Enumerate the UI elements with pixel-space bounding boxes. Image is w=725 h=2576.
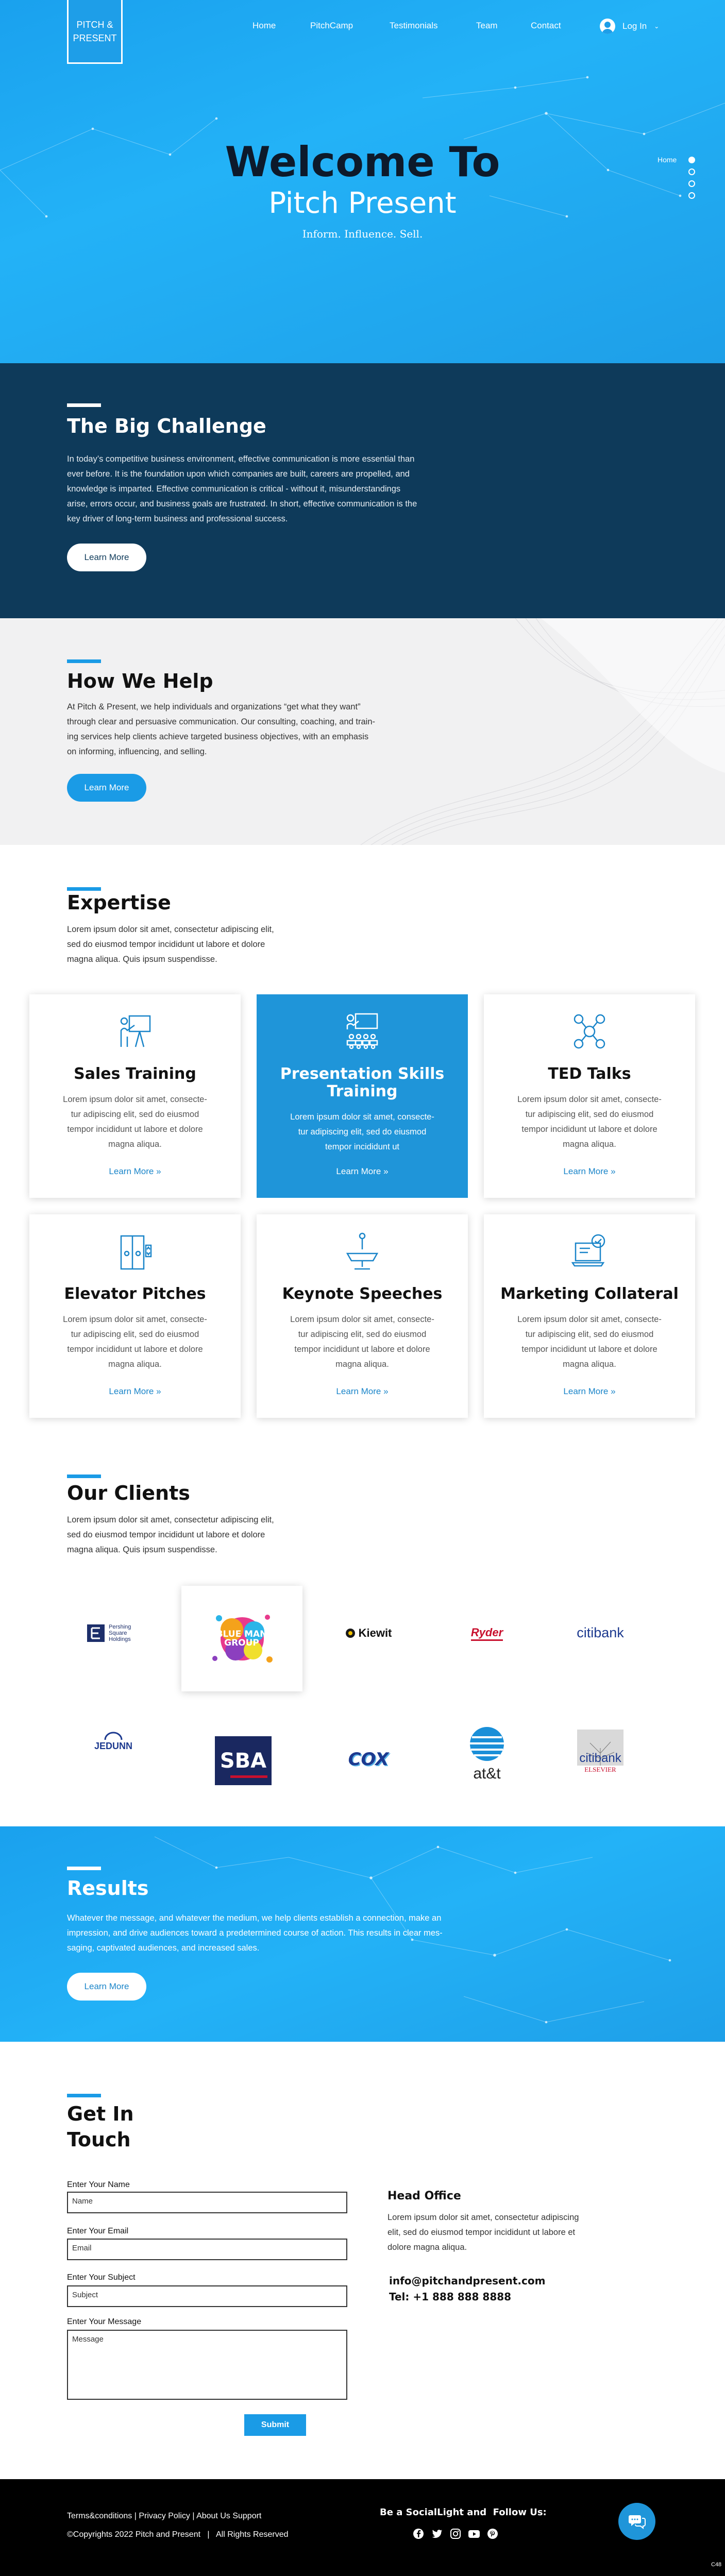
pershing-logo-text: Pershing Square Holdings [109, 1624, 131, 1642]
challenge-title: The Big Challenge [67, 415, 266, 437]
sba-logo-text: SBA [220, 1749, 267, 1773]
chevron-right-icon: » [156, 1166, 161, 1176]
nav-testimonials[interactable]: Testimonials [390, 21, 438, 30]
hero-title: Welcome To [225, 138, 500, 186]
expertise-card-keynote-speeches[interactable] [257, 1214, 468, 1418]
link-label: Learn More [563, 1386, 609, 1396]
expertise-card-ted-talks[interactable] [484, 994, 695, 1198]
pershing-logo [82, 1618, 149, 1649]
contact-title [67, 2101, 134, 2153]
office-title: Head Office [387, 2190, 461, 2202]
expertise-card-sales-training[interactable] [29, 994, 241, 1198]
jedunn-logo-text: JEDUNN [94, 1740, 132, 1751]
card-line: magna aliqua. [335, 1360, 389, 1369]
logo-line-1: PITCH & [76, 19, 113, 30]
expertise-card-elevator-pitches[interactable] [29, 1214, 241, 1418]
login-button[interactable] [600, 19, 659, 34]
results-text [67, 1911, 443, 1956]
card-line: tur adipiscing elit, sed do eiusmod [525, 1110, 654, 1119]
message-textarea[interactable]: Message [67, 2330, 347, 2400]
card-title: Marketing Collateral [500, 1285, 679, 1303]
challenge-line: knowledge is imparted. Effective communication is critical - without it, misunderstandings [67, 484, 401, 494]
card-learn-more-link[interactable] [484, 1386, 695, 1397]
card-line: Lorem ipsum dolor sit amet, consecte- [517, 1095, 662, 1104]
sba-logo [215, 1736, 272, 1785]
contact-email-link[interactable]: info@pitchandpresent.com [389, 2275, 546, 2287]
chevron-right-icon: » [383, 1166, 389, 1176]
chevron-right-icon: » [611, 1166, 616, 1176]
section-nav-label: Home [657, 156, 677, 164]
challenge-line: In today’s competitive business environment, effective communication is more essential than [67, 454, 415, 464]
contact-title-line: Get In [67, 2103, 134, 2125]
podium-icon [344, 1231, 380, 1272]
jedunn-logo [82, 1726, 144, 1757]
card-title: Keynote Speeches [282, 1285, 443, 1303]
expertise-line: Lorem ipsum dolor sit amet, consectetur adipiscing elit, [67, 925, 274, 934]
help-line: At Pitch & Present, we help individuals and organizations “get what they want” [67, 702, 361, 711]
subject-input[interactable]: Subject [67, 2285, 347, 2307]
citibank-elsevier-logo [569, 1726, 631, 1785]
site-footer [0, 2479, 725, 2576]
section-dot-2[interactable] [688, 168, 695, 175]
results-line: saging, captivated audiences, and increased sales. [67, 1943, 260, 1953]
cox-logo-text: COX [348, 1749, 389, 1770]
help-line: on informing, influencing, and selling. [67, 747, 207, 756]
kiewit-logo-text: Kiewit [358, 1626, 392, 1639]
footer-copyright: ©Copyrights 2022 Pitch and Present | All Rights Reserved [67, 2530, 289, 2539]
citibank-overlay-text: citibank [579, 1751, 621, 1765]
challenge-line: key driver of long-term business and professional success. [67, 514, 288, 523]
classroom-icon [344, 1011, 380, 1052]
clients-line: Lorem ipsum dolor sit amet, consectetur adipiscing elit, [67, 1515, 274, 1524]
expertise-title: Expertise [67, 891, 171, 914]
card-line: tempor incididunt ut labore et dolore [67, 1125, 203, 1134]
card-description [280, 1110, 445, 1155]
name-label: Enter Your Name [67, 2180, 130, 2189]
facebook-icon[interactable] [411, 2527, 426, 2541]
kiewit-mark-icon [345, 1628, 356, 1638]
kiewit-logo [338, 1623, 399, 1643]
expertise-line: sed do eiusmod tempor incididunt ut labore et dolore [67, 940, 265, 949]
ryder-logo [459, 1623, 515, 1643]
elsevier-text: ELSEVIER [584, 1766, 616, 1773]
title-accent-bar [67, 659, 101, 663]
card-line: Lorem ipsum dolor sit amet, consecte- [290, 1315, 434, 1324]
login-label: Log In [622, 21, 647, 31]
title-accent-bar [67, 2094, 101, 2097]
section-dot-3[interactable] [688, 180, 695, 187]
corner-badge: C48 [711, 2562, 722, 2568]
card-description [280, 1312, 445, 1372]
presenter-board-icon [117, 1011, 153, 1052]
card-line: tur adipiscing elit, sed do eiusmod [298, 1127, 427, 1137]
sba-underline [230, 1775, 267, 1778]
elevator-icon [117, 1231, 153, 1272]
email-label: Enter Your Email [67, 2227, 129, 2235]
hero-tagline: Inform. Influence. Sell. [302, 228, 423, 240]
title-accent-bar [67, 887, 101, 891]
card-line: magna aliqua. [108, 1140, 162, 1149]
citibank-logo-text: citibank [577, 1624, 624, 1640]
office-line: Lorem ipsum dolor sit amet, consectetur adipiscing [387, 2213, 579, 2222]
results-section [0, 1826, 725, 2042]
chevron-right-icon: » [383, 1386, 389, 1396]
card-line: tempor incididunt ut [325, 1142, 399, 1151]
section-dots [688, 157, 695, 199]
card-line: tempor incididunt ut labore et dolore [521, 1345, 657, 1354]
hero-subtitle: Pitch Present [268, 187, 457, 220]
card-learn-more-link[interactable] [257, 1166, 468, 1177]
card-line: tur adipiscing elit, sed do eiusmod [298, 1330, 427, 1339]
blue-man-group-logo-text: BLUE MAN GROUP [216, 1629, 267, 1648]
section-dot-4[interactable] [688, 192, 695, 199]
card-line: tempor incididunt ut labore et dolore [67, 1345, 203, 1354]
chat-bubble-icon [628, 2514, 646, 2529]
card-line: magna aliqua. [108, 1360, 162, 1369]
card-line: Lorem ipsum dolor sit amet, consecte- [63, 1095, 207, 1104]
network-people-icon [571, 1011, 608, 1052]
contact-phone: Tel: +1 888 888 8888 [389, 2291, 512, 2303]
nav-home[interactable]: Home [252, 21, 276, 30]
hero-section [0, 0, 725, 363]
card-description [53, 1092, 217, 1152]
link-label: Learn More [336, 1386, 381, 1396]
challenge-learn-more-button[interactable]: Learn More [67, 544, 146, 571]
clients-line: magna aliqua. Quis ipsum suspendisse. [67, 1545, 217, 1554]
card-learn-more-link[interactable] [29, 1386, 241, 1397]
card-line: Lorem ipsum dolor sit amet, consecte- [63, 1315, 207, 1324]
help-title: How We Help [67, 670, 213, 692]
citibank-logo [569, 1620, 631, 1645]
help-line: ing services help clients achieve targeted business objectives, with an emphasis [67, 732, 369, 741]
card-description [507, 1312, 672, 1372]
link-label: Learn More [336, 1166, 381, 1176]
title-accent-bar [67, 1867, 101, 1870]
chevron-right-icon: » [156, 1386, 161, 1396]
link-label: Learn More [563, 1166, 609, 1176]
nav-pitchcamp[interactable]: PitchCamp [310, 21, 353, 30]
challenge-section [0, 363, 725, 618]
card-line: Lorem ipsum dolor sit amet, consecte- [517, 1315, 662, 1324]
chevron-down-icon: ⌄ [654, 23, 660, 30]
nav-team[interactable]: Team [476, 21, 498, 30]
card-description [507, 1092, 672, 1152]
card-line: tur adipiscing elit, sed do eiusmod [71, 1110, 199, 1119]
subject-label: Enter Your Subject [67, 2273, 136, 2282]
att-logo-text: at&t [473, 1765, 501, 1782]
card-line: tur adipiscing elit, sed do eiusmod [525, 1330, 654, 1339]
clients-title: Our Clients [67, 1482, 190, 1504]
pershing-mark-icon [87, 1624, 105, 1642]
att-logo [459, 1723, 515, 1785]
footer-links[interactable]: Terms&conditions | Privacy Policy | About Us Support [67, 2512, 262, 2520]
card-title-line: Presentation Skills [280, 1065, 445, 1083]
results-title: Results [67, 1877, 149, 1900]
user-avatar-icon [600, 19, 615, 34]
challenge-text [67, 452, 417, 527]
card-title: Elevator Pitches [64, 1285, 206, 1303]
laptop-badge-icon [571, 1231, 608, 1272]
blue-man-group-logo [181, 1586, 302, 1691]
expertise-line: magna aliqua. Quis ipsum suspendisse. [67, 955, 217, 964]
chat-button[interactable] [618, 2503, 655, 2540]
att-globe-icon [469, 1726, 505, 1762]
message-label: Enter Your Message [67, 2317, 142, 2326]
office-line: dolore magna aliqua. [387, 2243, 467, 2252]
help-section [0, 618, 725, 845]
card-learn-more-link[interactable] [257, 1386, 468, 1397]
site-logo[interactable] [67, 0, 123, 64]
section-dot-1[interactable] [688, 157, 695, 163]
nav-contact[interactable]: Contact [531, 21, 561, 30]
card-line: magna aliqua. [563, 1140, 616, 1149]
logo-line-2: PRESENT [73, 32, 117, 43]
cox-logo [343, 1747, 394, 1772]
link-label: Learn More [109, 1386, 154, 1396]
submit-button[interactable]: Submit [244, 2414, 306, 2436]
citibank-elsevier-logo-text [569, 1753, 631, 1775]
name-input[interactable]: Name [67, 2192, 347, 2213]
card-line: Lorem ipsum dolor sit amet, consecte- [290, 1112, 434, 1122]
email-input[interactable]: Email [67, 2239, 347, 2260]
challenge-line: arise, errors occur, and business goals are frustrated. In short, effective communication is the [67, 499, 417, 509]
card-line: tempor incididunt ut labore et dolore [294, 1345, 430, 1354]
card-line: magna aliqua. [563, 1360, 616, 1369]
clients-line: sed do eiusmod tempor incididunt ut labore et dolore [67, 1530, 265, 1539]
title-accent-bar [67, 403, 101, 407]
pinterest-icon[interactable] [485, 2527, 500, 2541]
office-line: elit, sed do eiusmod tempor incididunt ut labore et [387, 2228, 576, 2237]
twitter-icon[interactable] [430, 2527, 444, 2541]
card-title: Sales Training [74, 1065, 196, 1083]
title-accent-bar [67, 1475, 101, 1478]
youtube-icon[interactable] [467, 2527, 481, 2541]
help-line: through clear and persuasive communication. Our consulting, coaching, and train- [67, 717, 375, 726]
social-title: Be a SocialLight and Follow Us: [380, 2507, 547, 2518]
ryder-logo-text: Ryder [471, 1626, 503, 1641]
office-text [387, 2210, 579, 2255]
chevron-right-icon: » [611, 1386, 616, 1396]
expertise-card-presentation-skills[interactable] [257, 994, 468, 1198]
clients-intro [67, 1513, 274, 1557]
card-learn-more-link[interactable] [29, 1166, 241, 1177]
link-label: Learn More [109, 1166, 154, 1176]
card-title: TED Talks [548, 1065, 631, 1083]
jedunn-arc-icon [103, 1732, 124, 1741]
results-line: Whatever the message, and whatever the medium, we help clients establish a connection, make an [67, 1913, 442, 1923]
expertise-card-marketing-collateral[interactable] [484, 1214, 695, 1418]
results-learn-more-button[interactable]: Learn More [67, 1973, 146, 2001]
contact-title-line: Touch [67, 2128, 131, 2151]
help-text [67, 700, 375, 759]
help-learn-more-button[interactable]: Learn More [67, 774, 146, 802]
challenge-line: ever before. It is the foundation upon which companies are built, careers are propelled, and [67, 469, 410, 479]
results-line: impression, and drive audiences toward a predetermined course of action. This results in clear mes- [67, 1928, 443, 1938]
expertise-intro [67, 922, 274, 967]
card-title [267, 1065, 458, 1100]
instagram-icon[interactable] [448, 2527, 463, 2541]
card-description [53, 1312, 217, 1372]
card-learn-more-link[interactable] [484, 1166, 695, 1177]
card-line: tur adipiscing elit, sed do eiusmod [71, 1330, 199, 1339]
card-title-line: Training [327, 1082, 398, 1100]
card-line: tempor incididunt ut labore et dolore [521, 1125, 657, 1134]
